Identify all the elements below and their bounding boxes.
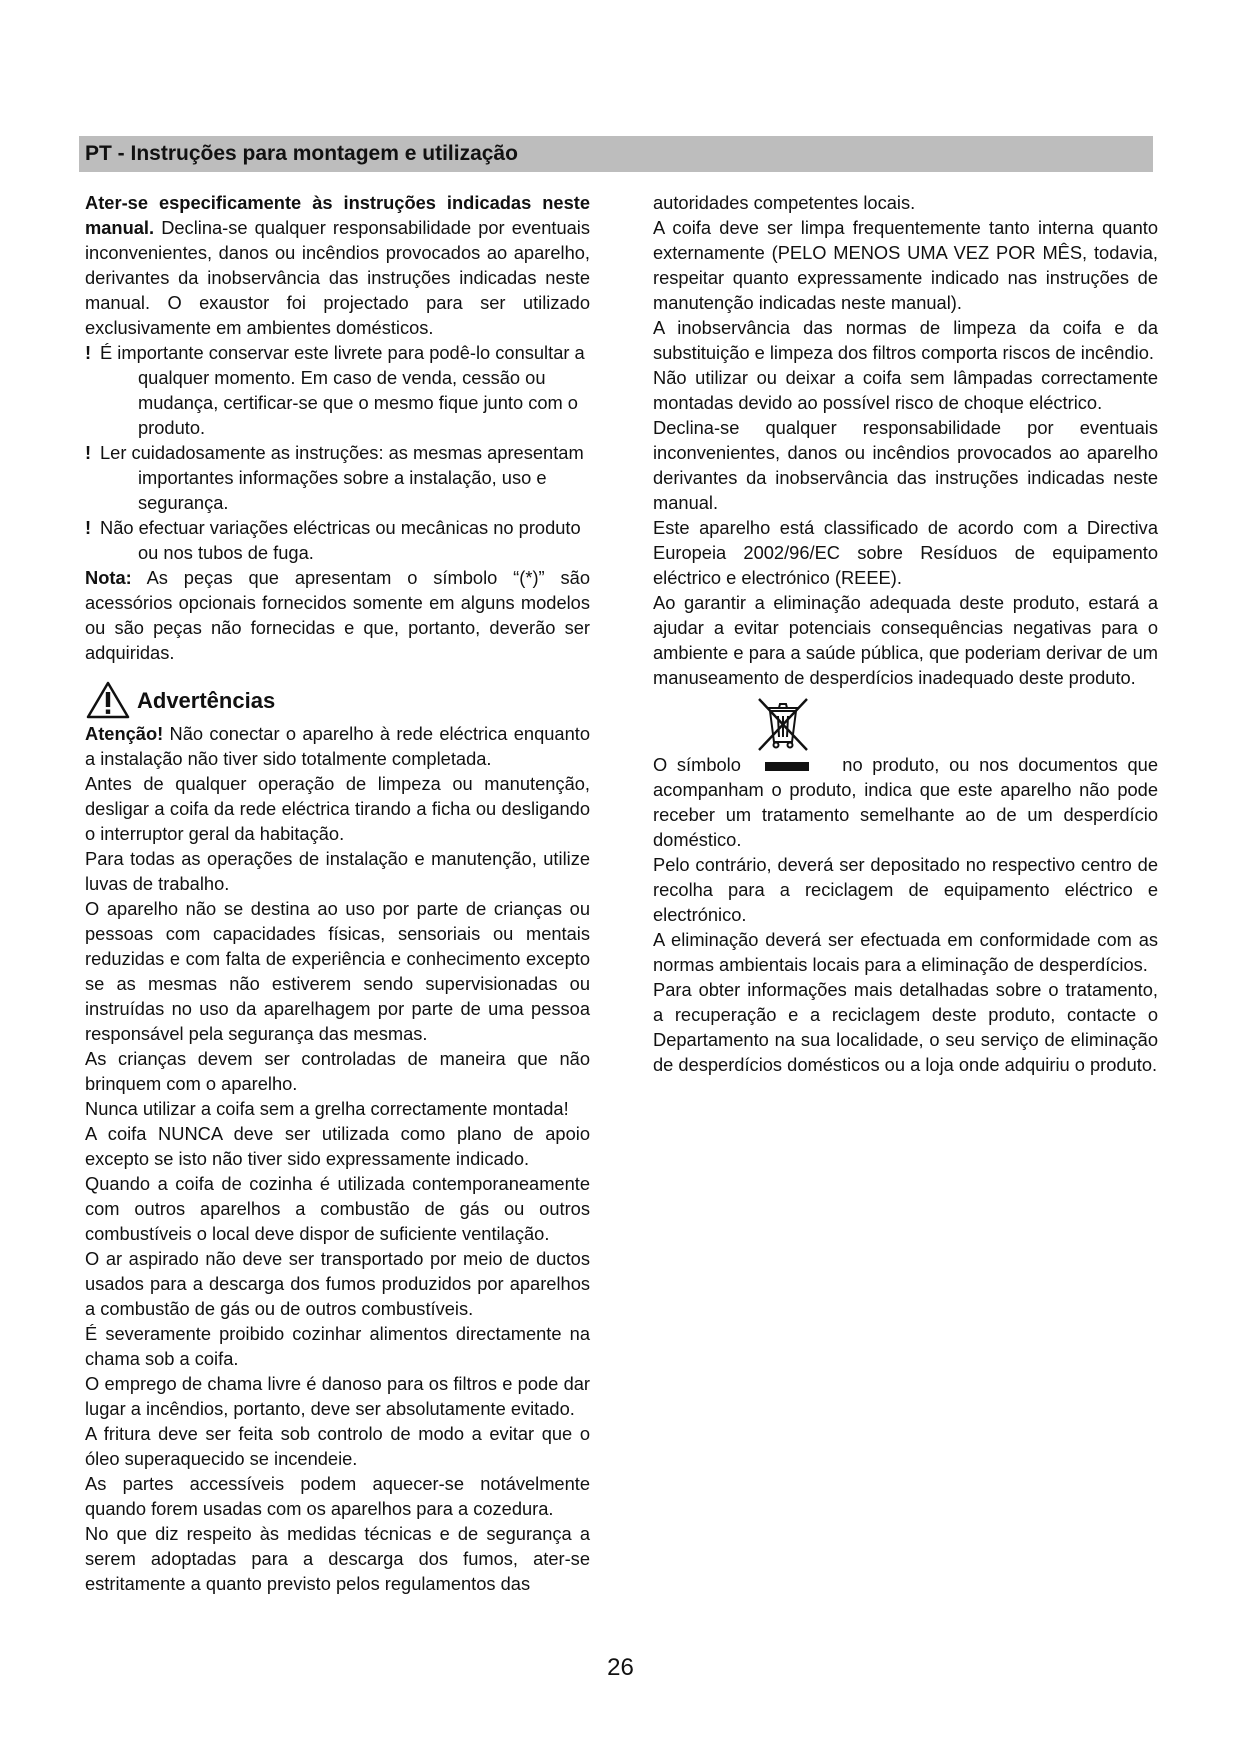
- note-text: As peças que apresentam o símbolo “(*)” são acessórios opcionais fornecidos somente em alguns modelos ou são peças não fornecidas e que, portanto, deverão ser adquiridas.: [85, 567, 590, 663]
- warning-paragraph: Para todas as operações de instalação e manutenção, utilize luvas de trabalho.: [85, 848, 590, 894]
- intro-text: Declina-se qualquer responsabilidade por eventuais inconvenientes, danos ou incêndios provocados ao aparelho, derivantes da inobservância das instruções indicadas neste manual. O exaustor foi projectado para ser utilizado exclusivamente em ambientes domésticos.: [85, 217, 590, 338]
- bullet-item: [85, 515, 590, 565]
- section-title: PT - Instruções para montagem e utilização: [85, 142, 518, 165]
- warning-triangle-icon: [85, 680, 131, 720]
- bullet-text: É importante conservar este livrete para podê-lo consultar a qualquer momento. Em caso de venda, cessão ou mudança, certificar-se que o mesmo fique junto com o produto.: [100, 342, 585, 438]
- text-paragraph: Para obter informações mais detalhadas sobre o tratamento, a recuperação e a reciclagem deste produto, contacte o Departamento na sua localidade, o seu serviço de eliminação de desperdícios domésticos ou a loja onde adquiriu o produto.: [653, 979, 1158, 1075]
- symbol-text-before: O símbolo: [653, 754, 741, 775]
- symbol-text-after: no produto, ou nos documentos que acompanham o produto, indica que este aparelho não pode receber um tratamento semelhante ao de um desperdício doméstico.: [653, 754, 1158, 850]
- warning-paragraph: O emprego de chama livre é danoso para os filtros e pode dar lugar a incêndios, portanto, deve ser absolutamente evitado.: [85, 1373, 590, 1419]
- intro-bold: Ater-se especificamente às instruções indicadas neste manual.: [85, 192, 590, 238]
- text-paragraph: autoridades competentes locais.: [653, 192, 916, 213]
- bullet-text: Não efectuar variações eléctricas ou mecânicas no produto ou nos tubos de fuga.: [100, 517, 581, 563]
- note-label: Nota:: [85, 567, 132, 588]
- text-paragraph: A inobservância das normas de limpeza da coifa e da substituição e limpeza dos filtros comporta riscos de incêndio.: [653, 317, 1158, 363]
- page-number: 26: [607, 1654, 634, 1681]
- note-paragraph: [85, 565, 590, 665]
- warning-paragraph: É severamente proibido cozinhar alimentos directamente na chama sob a coifa.: [85, 1323, 590, 1369]
- left-column: [85, 190, 590, 1596]
- warning-paragraph: Nunca utilizar a coifa sem a grelha correctamente montada!: [85, 1098, 569, 1119]
- text-paragraph: Ao garantir a eliminação adequada deste produto, estará a ajudar a evitar potenciais consequências negativas para o ambiente e para a saúde pública, que poderiam derivar de um manuseamento de desperdícios inadequado deste produto.: [653, 592, 1158, 688]
- exclamation-mark: !: [85, 342, 92, 363]
- text-paragraph: Não utilizar ou deixar a coifa sem lâmpadas correctamente montadas devido ao possível risco de choque eléctrico.: [653, 367, 1158, 413]
- warnings-title: Advertências: [137, 687, 276, 713]
- warning-paragraph: As crianças devem ser controladas de maneira que não brinquem com o aparelho.: [85, 1048, 590, 1094]
- warning-paragraph: Antes de qualquer operação de limpeza ou manutenção, desligar a coifa da rede eléctrica tirando a ficha ou desligando o interruptor geral da habitação.: [85, 773, 590, 844]
- section-header: [79, 136, 1153, 172]
- text-paragraph: A coifa deve ser limpa frequentemente tanto interna quanto externamente (PELO MENOS UMA VEZ POR MÊS, todavia, respeitar quanto expressamente indicado nas instruções de manutenção indicadas neste manual).: [653, 217, 1158, 313]
- bullet-text: Ler cuidadosamente as instruções: as mesmas apresentam importantes informações sobre a instalação, uso e segurança.: [100, 442, 584, 513]
- warning-paragraph: As partes accessíveis podem aquecer-se notávelmente quando forem usadas com os aparelhos para a cozedura.: [85, 1473, 590, 1519]
- attention-text: Não conectar o aparelho à rede eléctrica enquanto a instalação não tiver sido totalmente completada.: [85, 723, 590, 769]
- text-paragraph: A eliminação deverá ser efectuada em conformidade com as normas ambientais locais para a eliminação de desperdícios.: [653, 929, 1158, 975]
- warning-paragraph: A coifa NUNCA deve ser utilizada como plano de apoio excepto se isto não tiver sido expressamente indicado.: [85, 1123, 590, 1169]
- exclamation-mark: !: [85, 442, 92, 463]
- attention-paragraph: [85, 721, 590, 771]
- crossed-out-wheelie-bin-icon: [753, 696, 813, 752]
- warning-paragraph: O ar aspirado não deve ser transportado por meio de ductos usados para a descarga dos fumos produzidos por aparelhos a combustão de gás ou de outros combustíveis.: [85, 1248, 590, 1319]
- warning-paragraph: No que diz respeito às medidas técnicas e de segurança a serem adoptadas para a descarga dos fumos, ater-se estritamente a quanto previsto pelos regulamentos das: [85, 1523, 590, 1594]
- attention-label: Atenção!: [85, 723, 164, 744]
- warning-paragraph: O aparelho não se destina ao uso por parte de crianças ou pessoas com capacidades físicas, sensoriais ou mentais reduzidas e com falta de experiência e conhecimento excepto se as mesmas não estiverem sendo supervisionadas ou instruídas no uso da aparelhagem por parte de uma pessoa responsável pela segurança das mesmas.: [85, 898, 590, 1044]
- bullet-item: [85, 440, 590, 515]
- text-paragraph: Pelo contrário, deverá ser depositado no respectivo centro de recolha para a reciclagem de equipamento eléctrico e electrónico.: [653, 854, 1158, 925]
- text-paragraph: Declina-se qualquer responsabilidade por eventuais inconvenientes, danos ou incêndios provocados ao aparelho derivantes da inobservância das instruções indicadas neste manual.: [653, 417, 1158, 513]
- exclamation-mark: !: [85, 517, 92, 538]
- intro-paragraph: [85, 190, 590, 340]
- warnings-heading: [85, 679, 590, 721]
- black-bar-icon: [765, 762, 809, 771]
- warning-paragraph: Quando a coifa de cozinha é utilizada contemporaneamente com outros aparelhos a combustão de gás ou outros combustíveis o local deve dispor de suficiente ventilação.: [85, 1173, 590, 1244]
- warning-paragraph: A fritura deve ser feita sob controlo de modo a evitar que o óleo superaquecido se incendeie.: [85, 1423, 590, 1469]
- right-column: [653, 190, 1158, 1077]
- symbol-paragraph: [653, 752, 1158, 852]
- bullet-item: [85, 340, 590, 440]
- text-paragraph: Este aparelho está classificado de acordo com a Directiva Europeia 2002/96/EC sobre Resíduos de equipamento eléctrico e electrónico (REEE).: [653, 517, 1158, 588]
